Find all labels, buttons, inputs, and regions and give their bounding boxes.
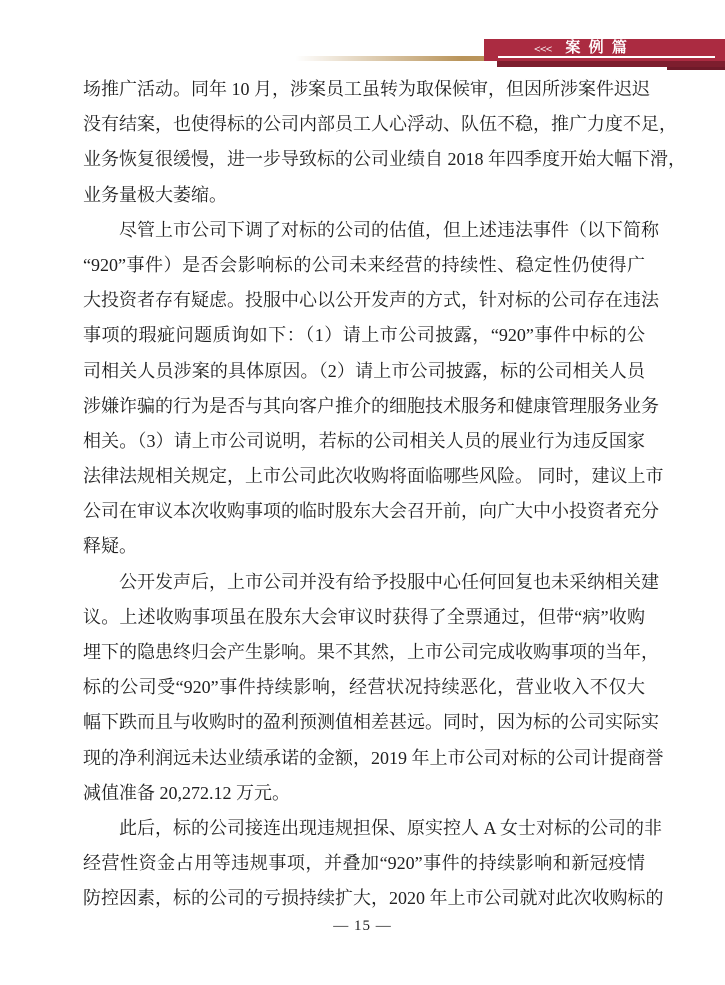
text-line: 防控因素，标的公司的亏损持续扩大，2020 年上市公司就对此次收购标的 bbox=[83, 888, 664, 909]
text-line: 涉嫌诈骗的行为是否与其向客户推介的细胞技术服务和健康管理服务业务 bbox=[83, 395, 659, 416]
text-line: 场推广活动。同年 10 月，涉案员工虽转为取保候审，但因所涉案件迟迟 bbox=[83, 79, 650, 99]
text-line: 释疑。 bbox=[83, 536, 137, 557]
section-title: 案例篇 bbox=[565, 40, 636, 56]
text-line: 尽管上市公司下调了对标的公司的估值，但上述违法事件（以下简称 bbox=[119, 219, 659, 240]
text-line: 大投资者存有疑虑。投服中心以公开发声的方式，针对标的公司存在违法 bbox=[83, 290, 659, 311]
text-line: 业务量极大萎缩。 bbox=[83, 184, 227, 205]
gold-gradient-rule bbox=[295, 56, 491, 61]
header-banner bbox=[484, 39, 725, 61]
text-line: 业务恢复很缓慢，进一步导致标的公司业绩自 2018 年四季度开始大幅下滑， bbox=[83, 149, 686, 170]
text-line: 没有结案，也使得标的公司内部员工人心浮动、队伍不稳，推广力度不足， bbox=[83, 114, 677, 135]
text-line: 法律法规相关规定，上市公司此次收购将面临哪些风险。 同时，建议上市 bbox=[83, 466, 664, 487]
text-line: 此后，标的公司接连出现违规担保、原实控人 A 女士对标的公司的非 bbox=[119, 817, 663, 838]
text-line: 现的净利润远未达业绩承诺的金额，2019 年上市公司对标的公司计提商誉 bbox=[83, 747, 664, 768]
text-line: 公司在审议本次收购事项的临时股东大会召开前，向广大中小投资者充分 bbox=[83, 501, 659, 522]
text-line: 事项的瑕疵问题质询如下：（1）请上市公司披露，“920”事件中标的公 bbox=[83, 325, 645, 346]
body-text bbox=[83, 72, 686, 917]
text-line: “920”事件）是否会影响标的公司未来经营的持续性、稳定性仍使得广 bbox=[83, 254, 645, 275]
text-line: 埋下的隐患终归会产生影响。果不其然，上市公司完成收购事项的当年， bbox=[83, 642, 659, 662]
banner-underline bbox=[498, 56, 715, 58]
text-line: 标的公司受“920”事件持续影响，经营状况持续恶化，营业收入不仅大 bbox=[83, 677, 645, 698]
text-line: 司相关人员涉案的具体原因。（2）请上市公司披露，标的公司相关人员 bbox=[83, 360, 645, 381]
banner-shadow bbox=[497, 61, 725, 67]
text-line: 经营性资金占用等违规事项，并叠加“920”事件的持续影响和新冠疫情 bbox=[83, 853, 645, 874]
text-line: 幅下跌而且与收购时的盈利预测值相差甚远。同时，因为标的公司实际实 bbox=[83, 712, 659, 733]
chevrons-icon: <<< bbox=[533, 42, 552, 55]
text-line: 减值准备 20,272.12 万元。 bbox=[83, 782, 290, 803]
page-number: — 15 — bbox=[333, 918, 392, 934]
text-line: 相关。（3）请上市公司说明，若标的公司相关人员的展业行为违反国家 bbox=[83, 430, 645, 451]
text-line: 议。上述收购事项虽在股东大会审议时获得了全票通过，但带“病”收购 bbox=[83, 606, 645, 627]
text-line: 公开发声后，上市公司并没有给予投服中心任何回复也未采纳相关建 bbox=[119, 571, 659, 592]
